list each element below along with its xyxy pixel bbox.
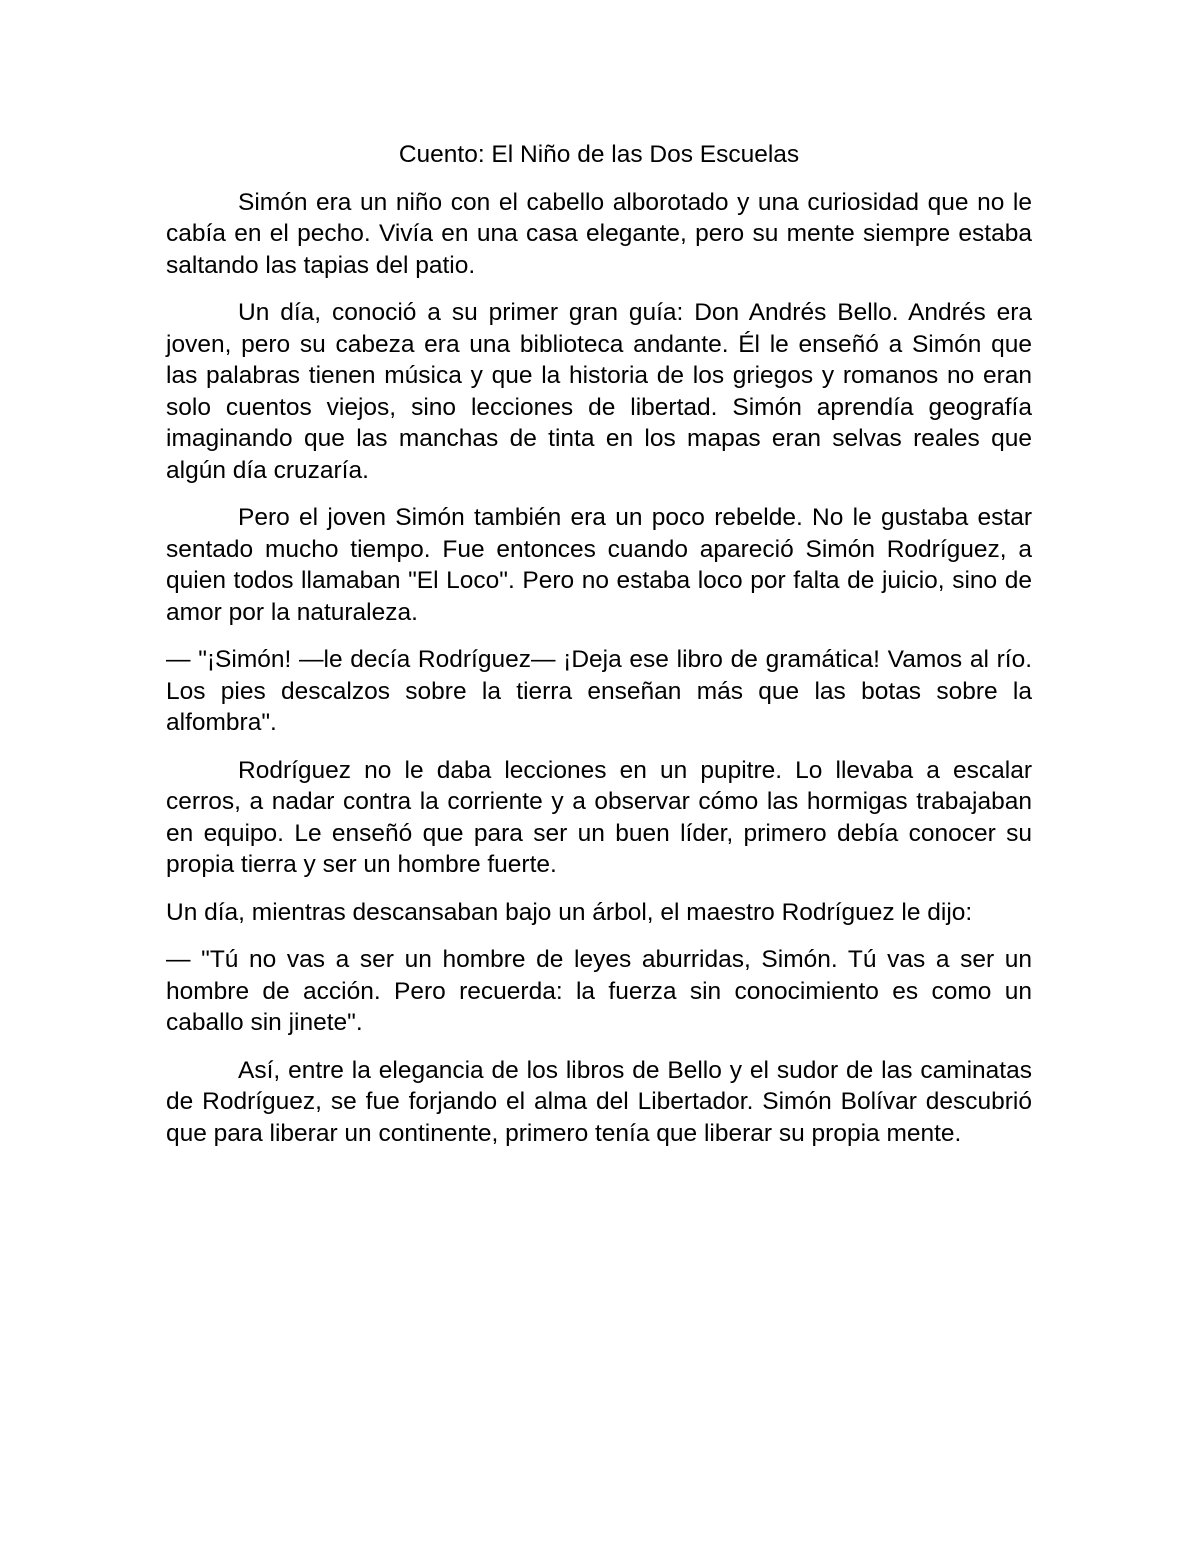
paragraph-1: Simón era un niño con el cabello alborotado y una curiosidad que no le cabía en el pecho. Vivía en una casa elegante, pero su mente siempre estaba saltando las tapias del patio. bbox=[166, 188, 1032, 279]
paragraph-3: Pero el joven Simón también era un poco rebelde. No le gustaba estar sentado mucho tiempo. Fue entonces cuando apareció Simón Rodríguez, a quien todos llamaban "El Loco". Pero no estaba loco por falta de juicio, sino de amor por la naturaleza. bbox=[166, 504, 1032, 626]
document-body bbox=[166, 139, 1032, 1165]
paragraph-2: Un día, conoció a su primer gran guía: Don Andrés Bello. Andrés era joven, pero su cabeza era una biblioteca andante. Él le enseñó a Simón que las palabras tienen música y que la historia de los griegos y romanos no eran solo cuentos viejos, sino lecciones de libertad. Simón aprendía geografía imaginando que las manchas de tinta en los mapas eran selvas reales que algún día cruzaría. bbox=[166, 299, 1032, 484]
paragraph-5: Rodríguez no le daba lecciones en un pupitre. Lo llevaba a escalar cerros, a nadar contra la corriente y a observar cómo las hormigas trabajaban en equipo. Le enseñó que para ser un buen líder, primero debía conocer su propia tierra y ser un hombre fuerte. bbox=[166, 756, 1032, 878]
closing-paragraph: Así, entre la elegancia de los libros de Bello y el sudor de las caminatas de Rodríguez, se fue forjando el alma del Libertador. Simón Bolívar descubrió que para liberar un continente, primero tenía que liberar su propia mente. bbox=[166, 1056, 1032, 1147]
dialogue-paragraph-2: — "Tú no vas a ser un hombre de leyes aburridas, Simón. Tú vas a ser un hombre de acción. Pero recuerda: la fuerza sin conocimiento es como un caballo sin jinete". bbox=[166, 946, 1032, 1036]
dialogue-paragraph-1: — "¡Simón! —le decía Rodríguez— ¡Deja ese libro de gramática! Vamos al río. Los pies descalzos sobre la tierra enseñan más que las botas sobre la alfombra". bbox=[166, 646, 1032, 736]
paragraph-6: Un día, mientras descansaban bajo un árbol, el maestro Rodríguez le dijo: bbox=[166, 898, 973, 926]
story-title: Cuento: El Niño de las Dos Escuelas bbox=[398, 141, 800, 168]
